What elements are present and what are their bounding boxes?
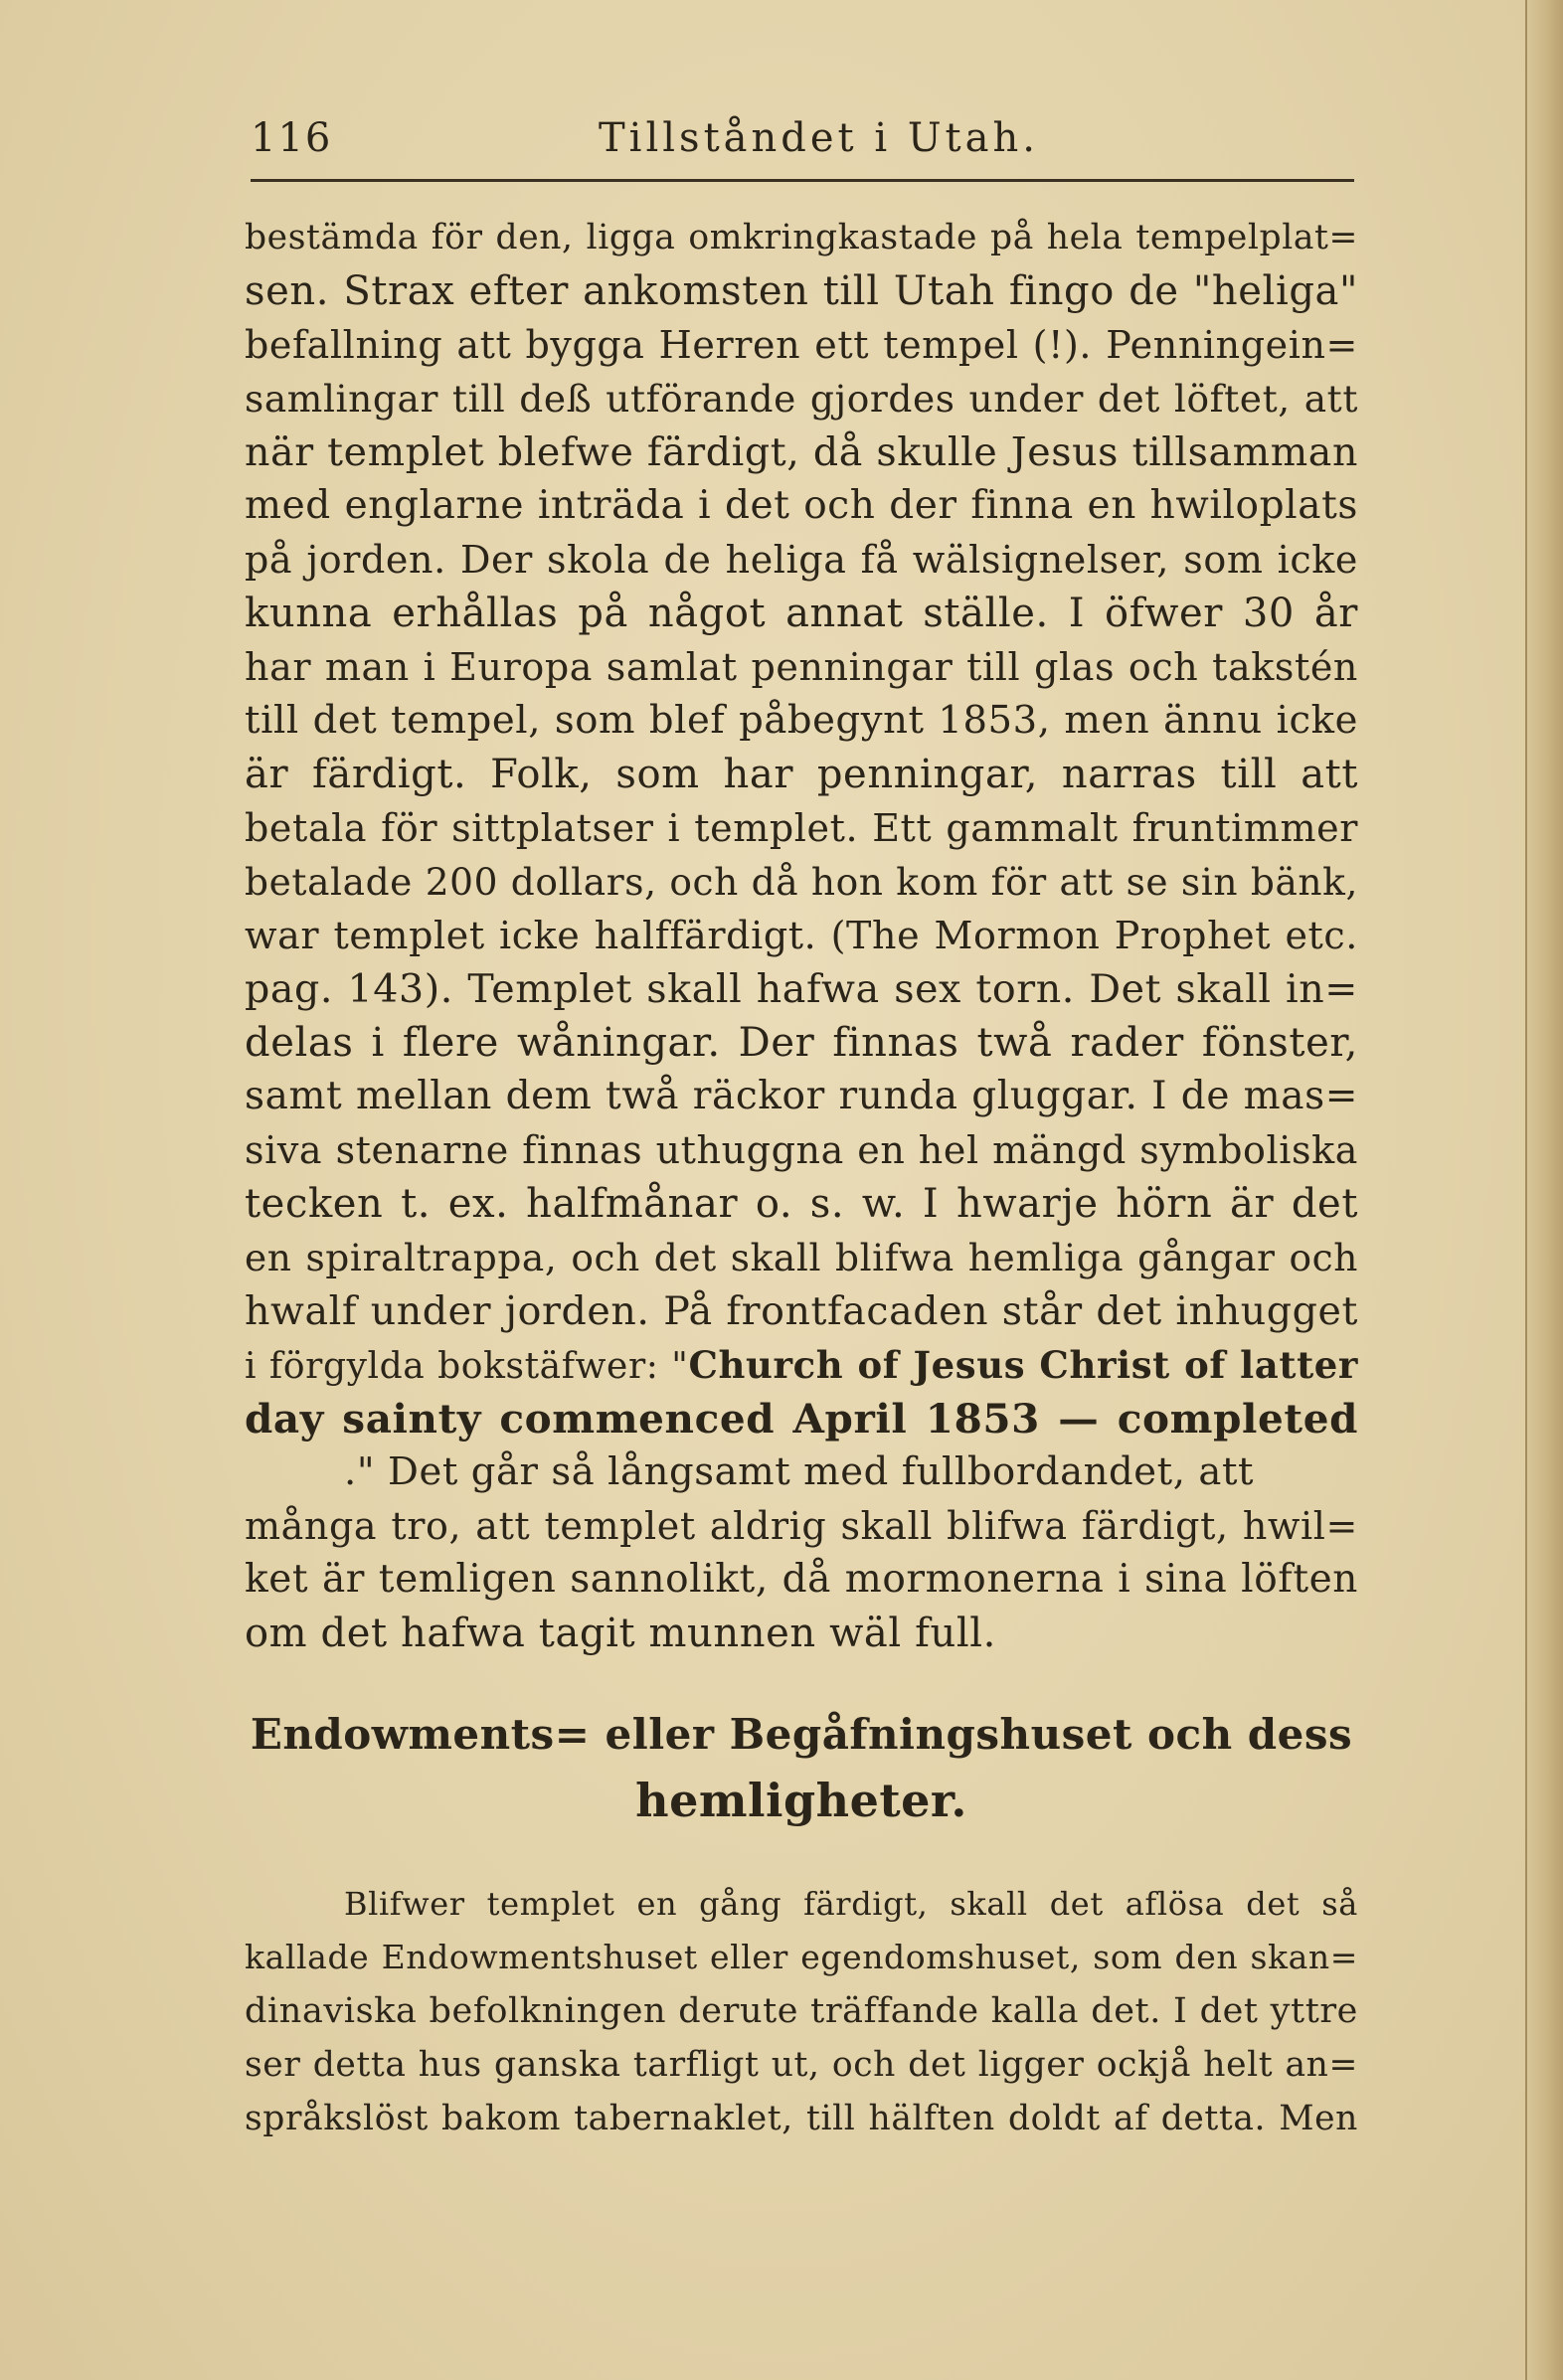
text-line: delas i flere wåningar. Der finnas twå rader fönster, [245, 1020, 1358, 1066]
text-line: war templet icke halffärdigt. (The Mormon Prophet etc. [245, 914, 1358, 957]
text-line: till det tempel, som blef påbegynt 1853, men ännu icke [245, 698, 1358, 743]
inscription-line-1 [245, 1338, 1358, 1392]
text-line: betala för sittplatser i templet. Ett gammalt fruntimmer [245, 806, 1358, 850]
text-line: ket är temligen sannolikt, då mormonerna i sina löften [245, 1557, 1358, 1602]
text-line: pag. 143). Templet skall hafwa sex torn. Det skall in= [245, 966, 1358, 1012]
text-line: bestämda för den, ligga omkringkastade på hela tempelplat= [245, 218, 1358, 257]
text-line: många tro, att templet aldrig skall blifwa färdigt, hwil= [245, 1504, 1358, 1548]
running-title: Tillståndet i Utah. [599, 115, 1039, 161]
text-line: hwalf under jorden. På frontfacaden står det inhugget [245, 1288, 1358, 1334]
text-line: dinaviska befolkningen derute träffande kalla det. I det yttre [245, 1991, 1358, 2031]
section-heading-line-2: hemligheter. [635, 1774, 967, 1827]
inscription-continuation: ." Det går så långsamt med fullbordandet, att [344, 1449, 1255, 1494]
text-line: samt mellan dem twå räckor runda gluggar. I de mas= [245, 1074, 1358, 1118]
second-paragraph [245, 1877, 1358, 2145]
text-line: sen. Strax efter ankomsten till Utah fingo de "heliga" [245, 268, 1358, 314]
inscription-line-2 [245, 1392, 1358, 1445]
text-line: språkslöst bakom tabernaklet, till hälften doldt af detta. Men [245, 2099, 1358, 2138]
text-line: kunna erhållas på något annat ställe. I öfwer 30 år [245, 591, 1358, 636]
text-line: kallade Endowmentshuset eller egendomshuset, som den skan= [245, 1938, 1358, 1976]
text-line: en spiraltrappa, och det skall blifwa hemliga gångar och [245, 1236, 1358, 1279]
text-line: om det hafwa tagit munnen wäl full. [245, 1611, 996, 1656]
inscription-bold-1: Church of Jesus Christ of latter [688, 1343, 1358, 1387]
text-line: när templet blefwe färdigt, då skulle Jesus tillsamman [245, 429, 1358, 475]
section-heading-line-1: Endowments= eller Begåfningshuset och dess [250, 1710, 1353, 1759]
page-edge [1525, 0, 1563, 2380]
text-line: på jorden. Der skola de heliga få wälsignelser, som icke [245, 538, 1358, 582]
section-heading [245, 1702, 1358, 1833]
inscription-prefix: i förgylda bokstäfwer: " [245, 1346, 689, 1387]
text-line: befallning att bygga Herren ett tempel (!). Penningein= [245, 323, 1358, 367]
text-line: ser detta hus ganska tarfligt ut, och det ligger ockjå helt an= [245, 2045, 1358, 2085]
running-header [251, 105, 1354, 182]
main-paragraph [245, 211, 1358, 1660]
text-line: siva stenarne finnas uthuggna en hel mängd symboliska [245, 1128, 1358, 1172]
inscription-bold-2: day sainty commenced April 1853 — completed [245, 1395, 1358, 1443]
text-line: Blifwer templet en gång färdigt, skall det aflösa det så [344, 1885, 1358, 1923]
text-line: har man i Europa samlat penningar till glas och takstén [245, 645, 1358, 689]
text-line: är färdigt. Folk, som har penningar, narras till att [245, 752, 1358, 797]
text-line: betalade 200 dollars, och då hon kom för att se sin bänk, [245, 860, 1358, 904]
text-line: samlingar till deß utförande gjordes under det löftet, att [245, 377, 1358, 421]
text-line: med englarne inträda i det och der finna en hwiloplats [245, 483, 1358, 528]
text-line: tecken t. ex. halfmånar o. s. w. I hwarje hörn är det [245, 1181, 1358, 1227]
page-number: 116 [251, 115, 333, 161]
